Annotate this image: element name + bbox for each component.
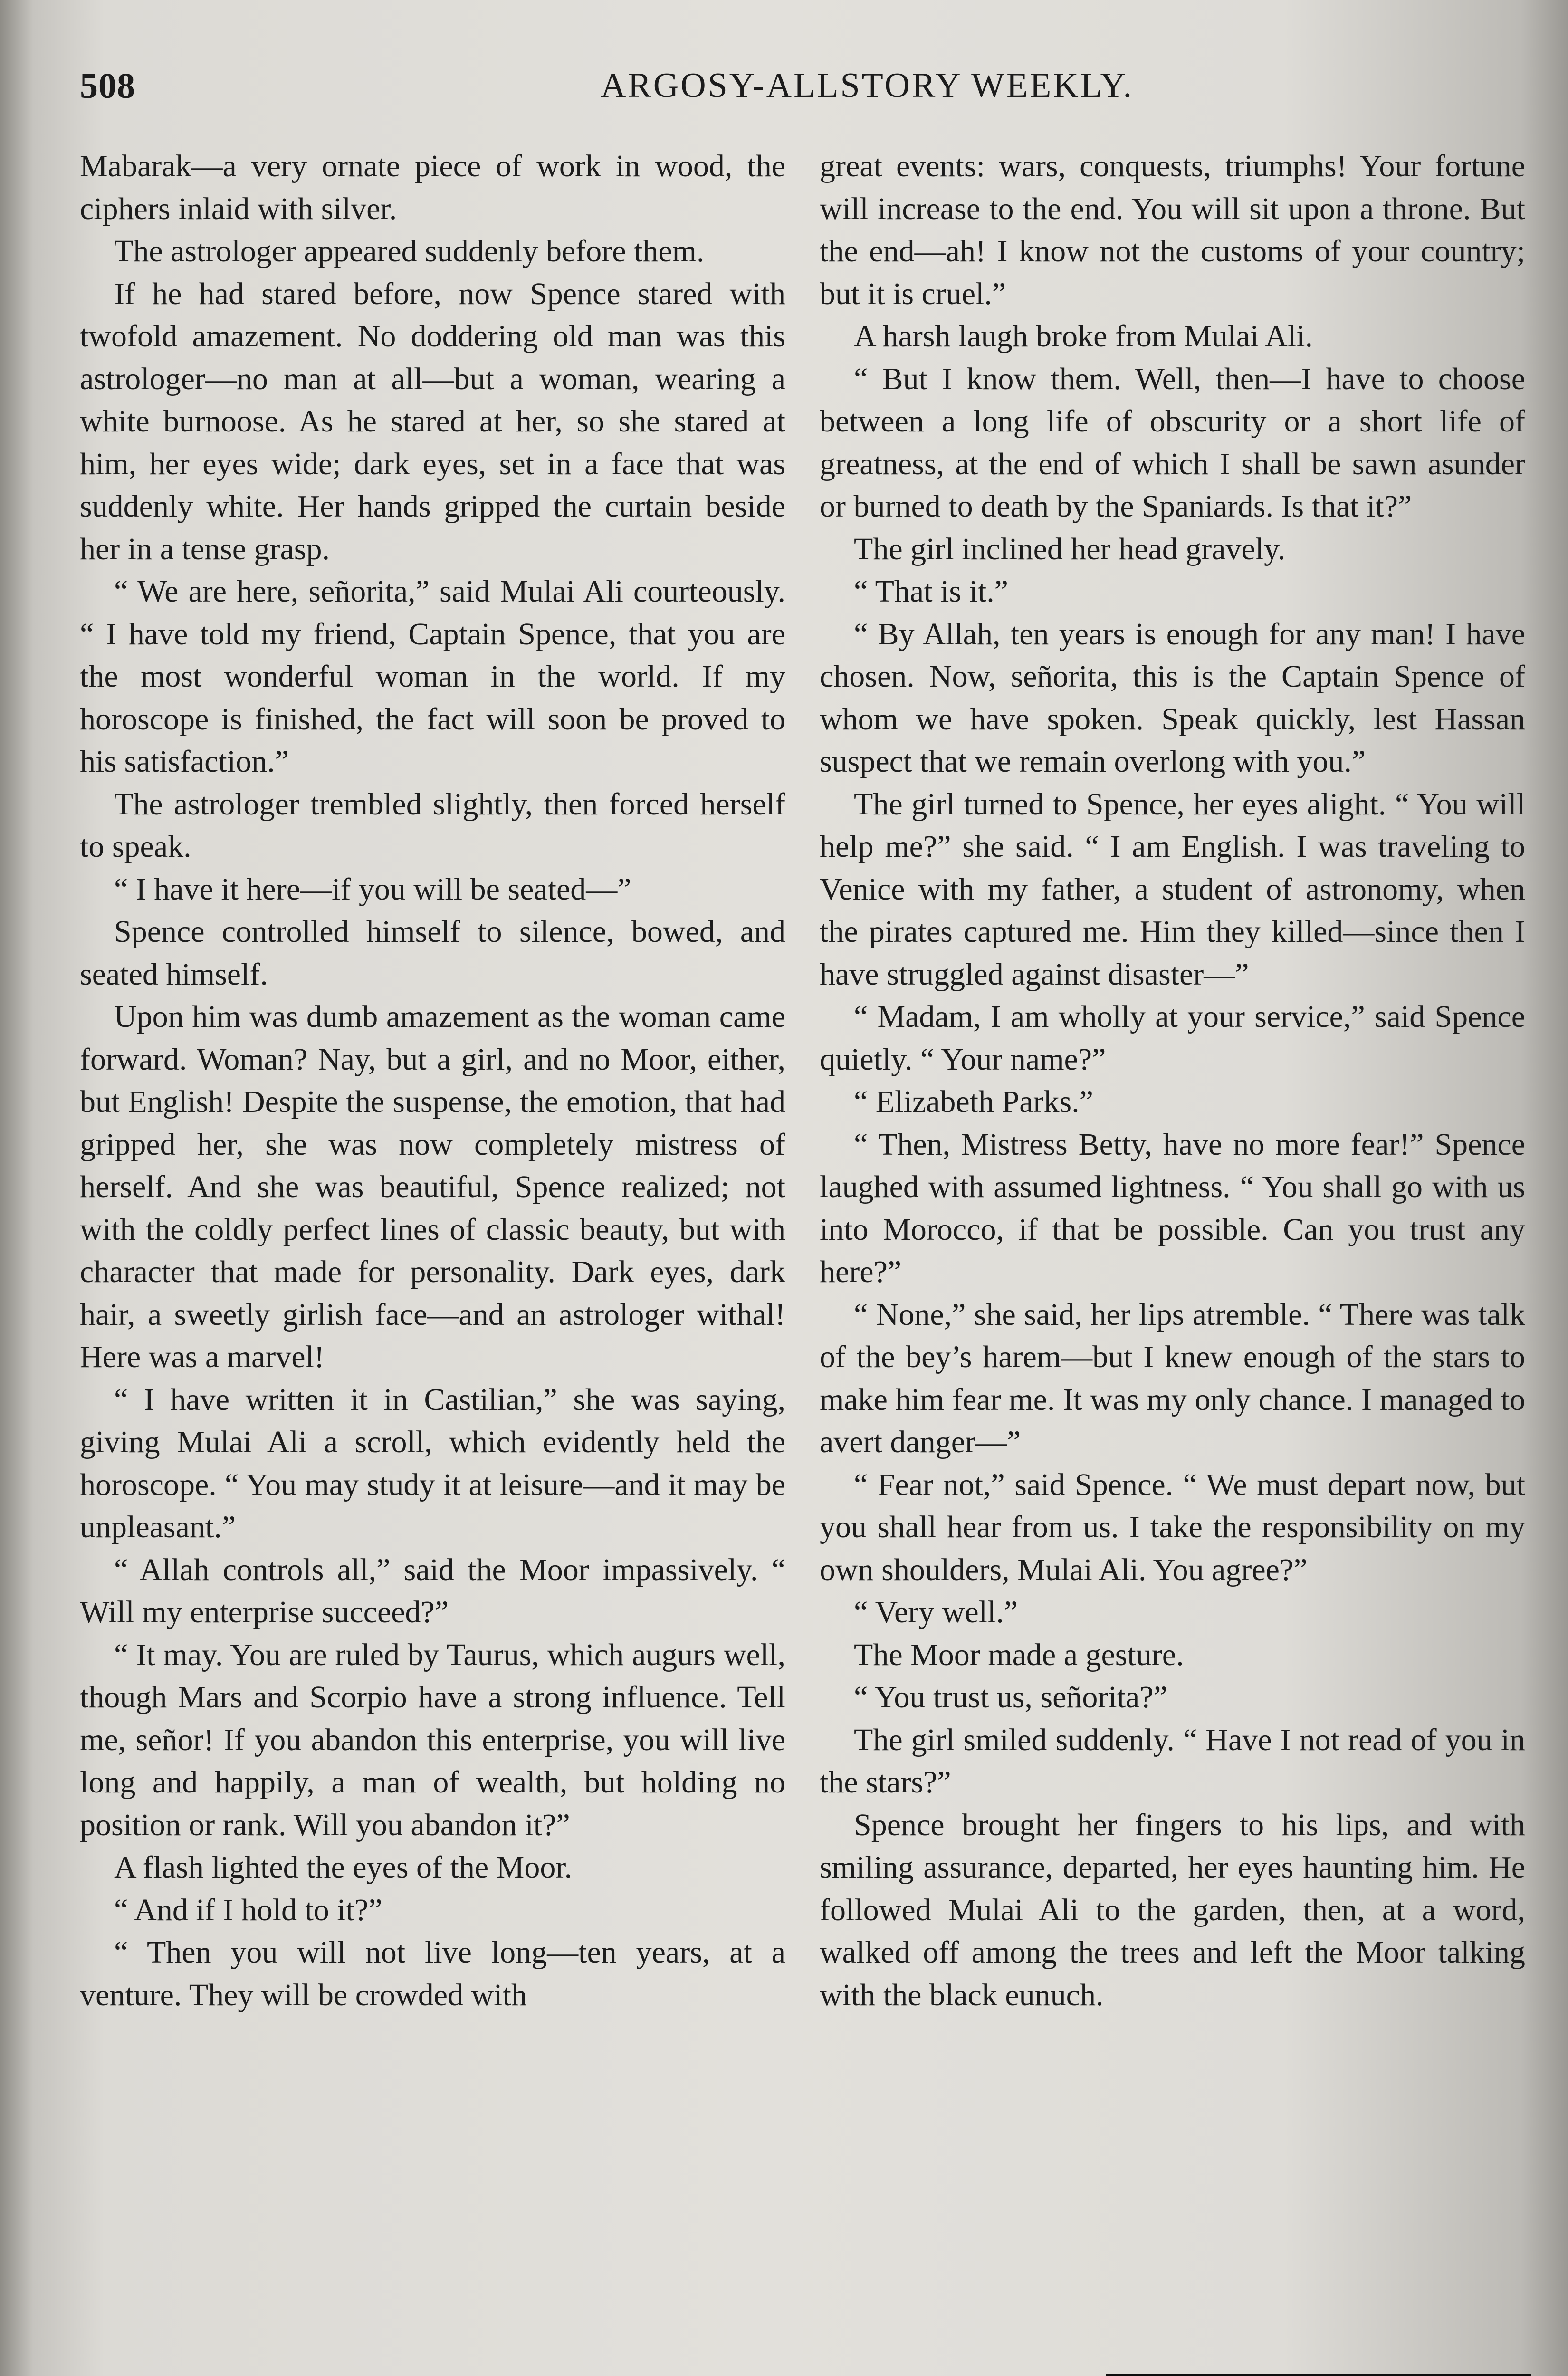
paragraph: A harsh laugh broke from Mulai Ali. [854, 319, 1313, 354]
paragraph: “ Elizabeth Parks.” [854, 1084, 1093, 1119]
paragraph: Spence controlled himself to silence, bowed, and seated himself. [80, 914, 785, 992]
paragraph: “ But I know them. Well, then—I have to choose between a long life of obscurity or a short life of greatness, at the end of which I shall be sawn asunder or burned to death by the Spaniards. Is that it?” [820, 361, 1525, 524]
paragraph: “ Very well.” [854, 1595, 1018, 1629]
paragraph: Spence brought her fingers to his lips, and with smiling assurance, departed, her eyes haunting him. He followed Mulai Ali to the garden, then, at a word, walked off among the trees and left the Moor talking with the black eunuch. [820, 1807, 1525, 2012]
paragraph: “ Then you will not live long—ten years, at a venture. They will be crowded with [80, 1935, 785, 2012]
paragraph: “ It may. You are ruled by Taurus, which augurs well, though Mars and Scorpio have a strong influence. Tell me, señor! If you abandon this enterprise, you will live long and happily, a man of wealth, but holding no position or rank. Will you abandon it?” [80, 1637, 785, 1842]
paragraph: “ By Allah, ten years is enough for any man! I have chosen. Now, señorita, this is the Captain Spence of whom we have spoken. Speak quickly, lest Hassan suspect that we remain overlong with you.” [820, 616, 1525, 779]
paragraph: “ Fear not,” said Spence. “ We must depart now, but you shall hear from us. I take the responsibility on my own shoulders, Mulai Ali. You agree?” [820, 1467, 1525, 1587]
paragraph: The girl smiled suddenly. “ Have I not read of you in the stars?” [820, 1722, 1525, 1800]
page-number: 508 [80, 66, 135, 106]
paragraph: great events: wars, conquests, triumphs! Your fortune will increase to the end. You will sit upon a throne. But the end—ah! I know not the customs of your country; but it is cruel.” [820, 149, 1525, 311]
right-column [820, 145, 1525, 2016]
paragraph: “ We are here, señorita,” said Mulai Ali courteously. “ I have told my friend, Captain Spence, that you are the most wonderful woman in the world. If my horoscope is finished, the fact will soon be proved to his satisfaction.” [80, 574, 785, 779]
running-head: ARGOSY-ALLSTORY WEEKLY. [600, 66, 1134, 105]
paragraph: Mabarak—a very ornate piece of work in wood, the ciphers inlaid with silver. [80, 149, 785, 226]
paragraph: “ You trust us, señorita?” [854, 1680, 1167, 1715]
paragraph: “ Allah controls all,” said the Moor impassively. “ Will my enterprise succeed?” [80, 1552, 785, 1629]
left-column [80, 145, 785, 2016]
paragraph: If he had stared before, now Spence stared with twofold amazement. No doddering old man was this astrologer—no man at all—but a woman, wearing a white burnoose. As he stared at her, so she stared at him, her eyes wide; dark eyes, set in a face that was suddenly white. Her hands gripped the curtain beside her in a tense grasp. [80, 276, 785, 566]
paragraph: The girl inclined her head gravely. [854, 531, 1286, 566]
paragraph: “ None,” she said, her lips atremble. “ There was talk of the bey’s harem—but I knew enough of the stars to make him fear me. It was my only chance. I managed to avert danger—” [820, 1297, 1525, 1459]
paragraph: “ That is it.” [854, 574, 1009, 609]
paragraph: The astrologer appeared suddenly before them. [114, 234, 705, 268]
watermark-label [1106, 2374, 1531, 2376]
paragraph: Upon him was dumb amazement as the woman came forward. Woman? Nay, but a girl, and no Moor, either, but English! Despite the suspense, the emotion, that had gripped her, she was now completely mistress of herself. And she was beautiful, Spence realized; not with the coldly perfect lines of classic beauty, but with character that made for personality. Dark eyes, dark hair, a sweetly girlish face—and an astrologer withal! Here was a marvel! [80, 999, 785, 1374]
paragraph: “ I have written it in Castilian,” she was saying, giving Mulai Ali a scroll, which evidently held the horoscope. “ You may study it at leisure—and it may be unpleasant.” [80, 1382, 785, 1544]
paragraph: The astrologer trembled slightly, then forced herself to speak. [80, 786, 785, 864]
paragraph: “ And if I hold to it?” [114, 1892, 382, 1927]
paragraph: A flash lighted the eyes of the Moor. [114, 1850, 573, 1885]
paragraph: “ Then, Mistress Betty, have no more fear!” Spence laughed with assumed lightness. “ You shall go with us into Morocco, if that be possible. Can you trust any here?” [820, 1127, 1525, 1289]
paragraph: “ I have it here—if you will be seated—” [114, 872, 631, 907]
paragraph: “ Madam, I am wholly at your service,” said Spence quietly. “ Your name?” [820, 999, 1525, 1077]
paragraph: The girl turned to Spence, her eyes alight. “ You will help me?” she said. “ I am English. I was traveling to Venice with my father, a student of astronomy, when the pirates captured me. Him they killed—since then I have struggled against disaster—” [820, 786, 1525, 992]
paragraph: The Moor made a gesture. [854, 1637, 1184, 1672]
